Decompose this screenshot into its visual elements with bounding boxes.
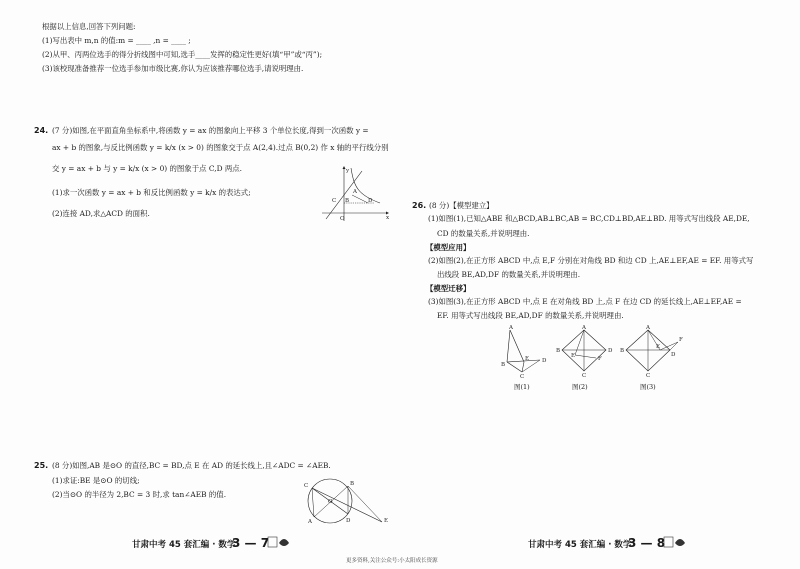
q26-part2-b: 出线段 BE,AD,DF 的数量关系,并说明理由. bbox=[437, 270, 581, 279]
q26-number: 26. bbox=[412, 201, 427, 210]
q25-circle-figure bbox=[300, 476, 395, 528]
fig-label-y: y bbox=[346, 168, 350, 174]
svg-text:B: B bbox=[620, 348, 625, 354]
fig-label-c: C bbox=[332, 198, 337, 204]
q24-number: 24. bbox=[34, 126, 49, 135]
footer-left-logo-icon bbox=[268, 535, 290, 549]
svg-text:E: E bbox=[525, 356, 530, 362]
svg-text:A: A bbox=[646, 325, 650, 331]
footer-right-page: 3 — 8 bbox=[628, 536, 666, 550]
fig-label-d: D bbox=[346, 518, 351, 524]
footer-right-title: 甘肃中考 45 套汇编 · 数学 bbox=[528, 540, 632, 550]
fig-label-c: C bbox=[304, 483, 309, 489]
svg-text:C: C bbox=[582, 373, 587, 379]
fig-label-o: O bbox=[340, 216, 345, 222]
fig-label-e: E bbox=[384, 518, 389, 524]
q24-line2: ax + b 的图象,与反比例函数 y = k/x (x > 0) 的图象交于点 A(2,4).过点 B(0,2) 作 x 轴的平行线分别 bbox=[52, 143, 389, 152]
svg-text:E: E bbox=[656, 344, 661, 350]
fig-label-x: x bbox=[386, 215, 390, 221]
footer-left-title: 甘肃中考 45 套汇编 · 数学 bbox=[132, 540, 236, 550]
footer-right-logo-icon bbox=[664, 535, 686, 549]
q26-part3-a: (3)如图(3),在正方形 ABCD 中,点 E 在对角线 BD 上,点 F 在边 CD 的延长线上,AE⊥EF,AE = bbox=[428, 297, 742, 306]
svg-text:D: D bbox=[671, 352, 676, 358]
svg-text:A: A bbox=[582, 325, 586, 331]
q26-part1-a: (1)如图(1),已知△ABE 和△BCD,AB⊥BC,AB = BC,CD⊥BD,AE⊥BD. 用等式写出线段 AE,DE, bbox=[428, 214, 750, 223]
footer-left-page: 3 — 7 bbox=[232, 536, 270, 550]
q25-number: 25. bbox=[34, 461, 49, 470]
q26-tag-transfer: 【模型迁移】 bbox=[426, 284, 471, 293]
svg-text:B: B bbox=[556, 348, 561, 354]
svg-text:F: F bbox=[679, 337, 683, 343]
fig-label-b: B bbox=[345, 198, 350, 204]
q25-line1: (8 分)如图,AB 是⊙O 的直径,BC = BD,点 E 在 AD 的延长线上,且∠ADC = ∠AEB. bbox=[52, 461, 331, 470]
q24-line3: 交 y = ax + b 与 y = k/x (x > 0) 的图象于点 C,D 两点. bbox=[52, 164, 242, 173]
q25-part1: (1)求证:BE 是⊙O 的切线; bbox=[52, 476, 140, 485]
q26-figure-3 bbox=[620, 325, 684, 379]
fig-label-a: A bbox=[353, 189, 357, 195]
question-part-1: (1)写出表中 m,n 的值:m = ____ ,n = ____ ; bbox=[42, 36, 191, 45]
fig-label-b: B bbox=[350, 481, 355, 487]
q26-part1-b: CD 的数量关系,并说明理由. bbox=[437, 229, 530, 238]
q24-part1: (1)求一次函数 y = ax + b 和反比例函数 y = k/x 的表达式; bbox=[52, 188, 251, 197]
q24-coordinate-figure bbox=[318, 165, 390, 223]
svg-text:B: B bbox=[501, 362, 506, 368]
svg-text:C: C bbox=[646, 373, 651, 379]
svg-text:D: D bbox=[608, 348, 613, 354]
q25-part2: (2)当⊙O 的半径为 2,BC = 3 时,求 tan∠AEB 的值. bbox=[52, 490, 227, 499]
bottom-note: 更多资料,关注公众号:小太阳成长资源 bbox=[346, 558, 438, 564]
fig-label-o: O bbox=[328, 499, 333, 505]
fig-label-d: D bbox=[368, 198, 373, 204]
q26-tag-application: 【模型应用】 bbox=[426, 243, 471, 252]
svg-text:D: D bbox=[542, 358, 547, 364]
svg-text:A: A bbox=[509, 325, 513, 331]
question-part-2: (2)从甲、丙两位选手的得分折线图中可知,选手____发挥的稳定性更好(填“甲”或“丙”); bbox=[42, 50, 323, 59]
svg-text:E: E bbox=[571, 353, 576, 359]
q26-figure-1 bbox=[500, 325, 552, 380]
figure-3-caption: 图(3) bbox=[640, 383, 656, 391]
figure-1-caption: 图(1) bbox=[514, 383, 530, 391]
svg-text:C: C bbox=[520, 374, 525, 380]
q24-part2: (2)连接 AD,求△ACD 的面积. bbox=[52, 209, 150, 218]
svg-text:F: F bbox=[598, 356, 602, 362]
q26-figure-2 bbox=[556, 325, 613, 379]
q26-part3-b: EF. 用等式写出线段 BE,AD,DF 的数量关系,并说明理由. bbox=[437, 311, 624, 320]
q26-heading: (8 分)【模型建立】 bbox=[429, 201, 494, 210]
intro-text: 根据以上信息,回答下列问题: bbox=[42, 22, 136, 31]
q26-part2-a: (2)如图(2),在正方形 ABCD 中,点 E,F 分别在对角线 BD 和边 CD 上,AE⊥EF,AE = EF. 用等式写 bbox=[428, 256, 754, 265]
q24-line1: (7 分)如图,在平面直角坐标系中,将函数 y = ax 的图象向上平移 3 个单位长度,得到一次函数 y = bbox=[52, 126, 369, 135]
fig-label-a: A bbox=[308, 519, 312, 525]
figure-2-caption: 图(2) bbox=[572, 383, 588, 391]
question-part-3: (3)该校现准备推荐一位选手参加市级比赛,你认为应该推荐哪位选手,请说明理由. bbox=[42, 64, 304, 73]
